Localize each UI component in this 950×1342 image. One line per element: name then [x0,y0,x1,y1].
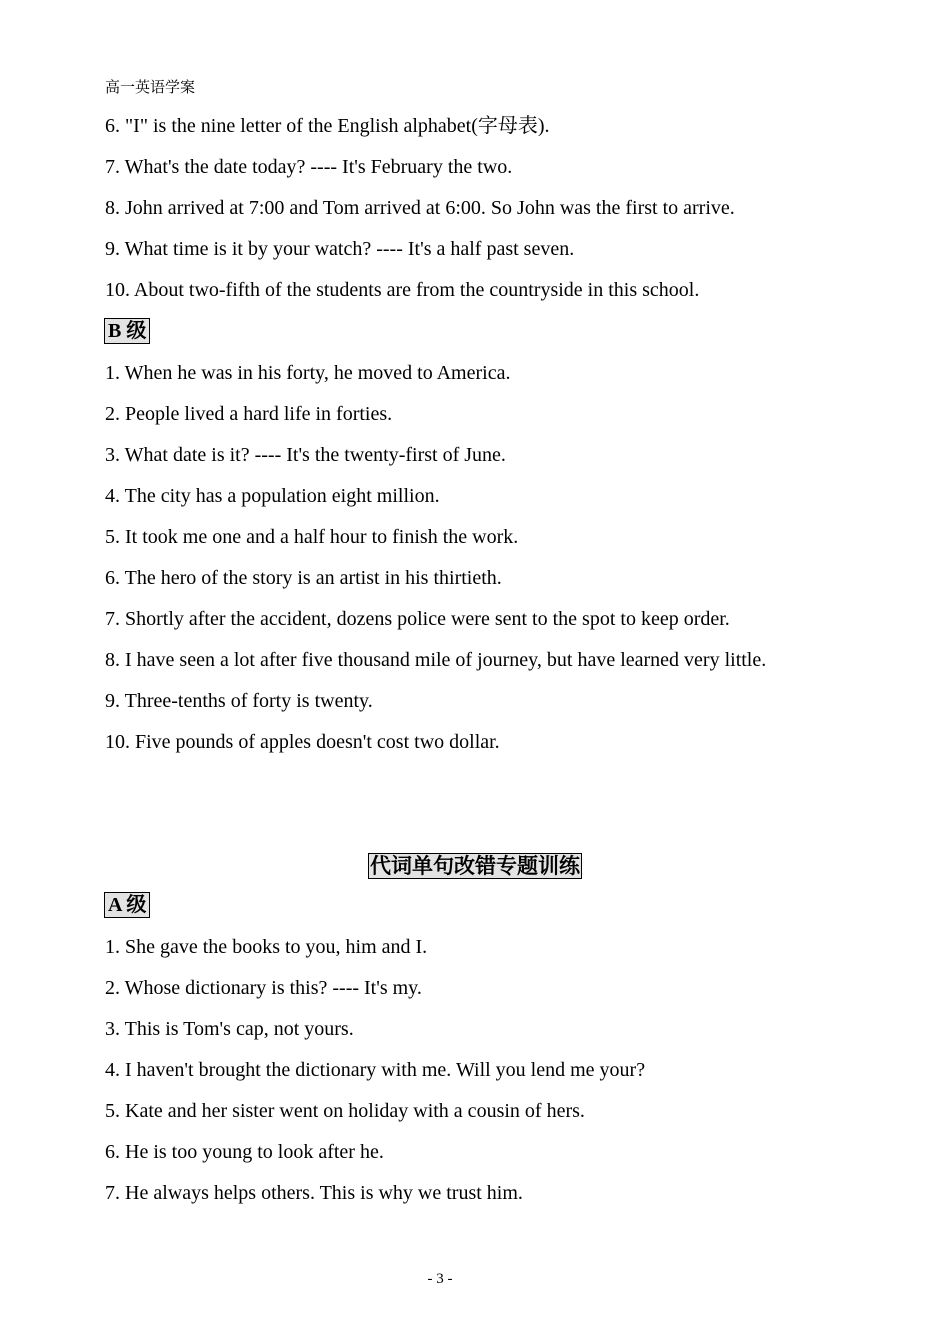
exercise-item: 4. I haven't brought the dictionary with me. Will you lend me your? [105,1059,646,1081]
page-header: 高一英语学案 [105,78,196,96]
exercise-item: 7. He always helps others. This is why we trust him. [105,1182,523,1204]
exercise-item: 5. Kate and her sister went on holiday with a cousin of hers. [105,1100,585,1122]
exercise-item: 5. It took me one and a half hour to finish the work. [105,526,519,548]
exercise-item: 7. What's the date today? ---- It's February the two. [105,156,513,178]
level-a-label: A 级 [104,892,150,918]
exercise-item: 2. People lived a hard life in forties. [105,403,393,425]
exercise-item: 2. Whose dictionary is this? ---- It's my. [105,977,422,999]
exercise-item: 10. Five pounds of apples doesn't cost two dollar. [105,731,500,753]
exercise-item: 1. When he was in his forty, he moved to America. [105,362,511,384]
exercise-item: 3. What date is it? ---- It's the twenty-first of June. [105,444,506,466]
exercise-item: 1. She gave the books to you, him and I. [105,936,428,958]
section-title: 代词单句改错专题训练 [370,854,580,878]
exercise-item: 4. The city has a population eight million. [105,485,440,507]
section-title-wrapper [0,850,950,880]
page-number: - 3 - [427,1271,453,1287]
exercise-item: 8. I have seen a lot after five thousand mile of journey, but have learned very little. [105,649,767,671]
exercise-item: 10. About two-fifth of the students are from the countryside in this school. [105,279,700,301]
exercise-item: 6. He is too young to look after he. [105,1141,384,1163]
exercise-item: 8. John arrived at 7:00 and Tom arrived at 6:00. So John was the first to arrive. [105,197,735,219]
exercise-item: 9. Three-tenths of forty is twenty. [105,690,373,712]
exercise-item: 7. Shortly after the accident, dozens police were sent to the spot to keep order. [105,608,730,630]
level-b-label: B 级 [104,318,150,344]
exercise-item: 9. What time is it by your watch? ---- It's a half past seven. [105,238,575,260]
exercise-item: 6. The hero of the story is an artist in his thirtieth. [105,567,502,589]
exercise-item: 3. This is Tom's cap, not yours. [105,1018,354,1040]
exercise-item: 6. "I" is the nine letter of the English alphabet(字母表). [105,115,550,137]
